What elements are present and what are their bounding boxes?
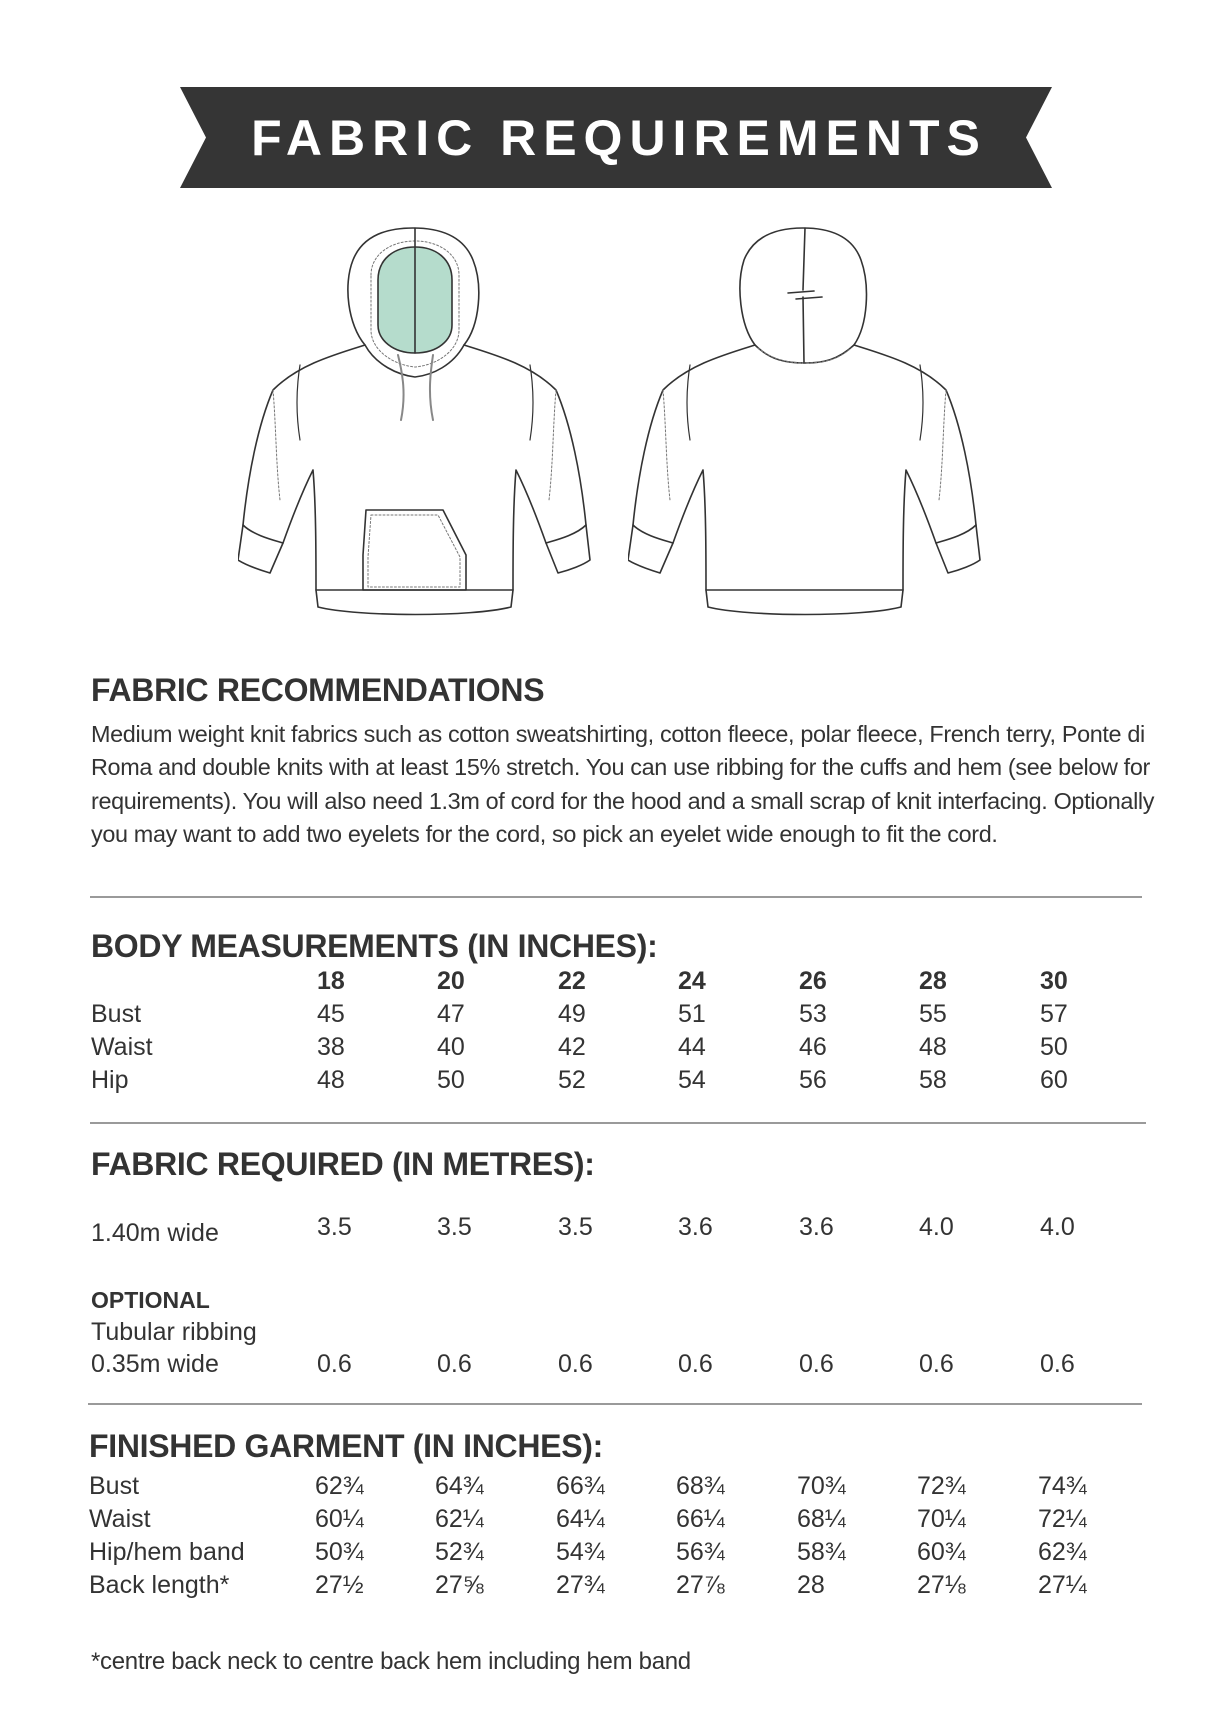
table-cell: 0.6: [799, 1350, 834, 1378]
row-label: Back length*: [89, 1571, 230, 1599]
table-cell: 27⅝: [435, 1571, 484, 1599]
finished-garment-heading: FINISHED GARMENT (IN INCHES):: [89, 1428, 603, 1464]
table-cell: 44: [678, 1033, 706, 1061]
table-cell: 60¾: [917, 1538, 966, 1566]
table-cell: 58¾: [797, 1538, 846, 1566]
table-cell: 46: [799, 1033, 827, 1061]
table-cell: 60¼: [315, 1505, 364, 1533]
table-cell: 56¾: [676, 1538, 725, 1566]
row-label: Hip/hem band: [89, 1538, 245, 1566]
table-cell: 70¾: [797, 1472, 846, 1500]
row-label: Waist: [89, 1505, 151, 1533]
table-cell: 56: [799, 1066, 827, 1094]
table-cell: 64¼: [556, 1505, 605, 1533]
page-title: FABRIC REQUIREMENTS: [251, 109, 987, 166]
table-cell: 52¾: [435, 1538, 484, 1566]
table-cell: 68¼: [797, 1505, 846, 1533]
table-cell: 0.6: [317, 1350, 352, 1378]
size-header: 26: [799, 967, 827, 995]
table-cell: 50: [1040, 1033, 1068, 1061]
section-divider: [90, 896, 1142, 898]
table-cell: 0.6: [1040, 1350, 1075, 1378]
table-cell: 28: [797, 1571, 825, 1599]
footnote: *centre back neck to centre back hem including hem band: [91, 1648, 691, 1675]
table-cell: 55: [919, 1000, 947, 1028]
table-cell: 4.0: [1040, 1213, 1075, 1241]
table-cell: 0.6: [558, 1350, 593, 1378]
table-cell: 27¾: [556, 1571, 605, 1599]
section-divider: [90, 1122, 1146, 1124]
table-cell: 62¾: [315, 1472, 364, 1500]
table-cell: 47: [437, 1000, 465, 1028]
table-cell: 50: [437, 1066, 465, 1094]
table-cell: 42: [558, 1033, 586, 1061]
row-label: Bust: [89, 1472, 140, 1500]
table-cell: 3.5: [317, 1213, 352, 1241]
table-cell: 38: [317, 1033, 345, 1061]
table-cell: 68¾: [676, 1472, 725, 1500]
optional-heading: OPTIONAL: [91, 1287, 210, 1313]
table-cell: 45: [317, 1000, 345, 1028]
row-label: Hip: [91, 1066, 129, 1094]
table-cell: 72¼: [1038, 1505, 1087, 1533]
size-header: 28: [919, 967, 947, 995]
size-header: 20: [437, 967, 465, 995]
table-cell: 3.5: [437, 1213, 472, 1241]
row-label: 0.35m wide: [91, 1350, 219, 1378]
fabric-recommendations-text: Medium weight knit fabrics such as cotton sweatshirting, cotton fleece, polar fleece, French terry, Ponte di Roma and double knits with at least 15% stretch. You can use ribbing for the cuffs and hem (see below for requirements). You will also need 1.3m of cord for the hood and a small scrap of knit interfacing. Optionally you may want to add two eyelets for the cord, so pick an eyelet wide enough to fit the cord.: [91, 721, 1155, 848]
table-cell: 66¼: [676, 1505, 725, 1533]
table-cell: 57: [1040, 1000, 1068, 1028]
table-cell: 53: [799, 1000, 827, 1028]
table-cell: 49: [558, 1000, 586, 1028]
size-header: 30: [1040, 967, 1068, 995]
size-header: 24: [678, 967, 706, 995]
table-cell: 3.6: [799, 1213, 834, 1241]
table-cell: 51: [678, 1000, 706, 1028]
table-cell: 58: [919, 1066, 947, 1094]
size-header: 22: [558, 967, 586, 995]
table-cell: 62¼: [435, 1505, 484, 1533]
table-cell: 3.5: [558, 1213, 593, 1241]
table-cell: 62¾: [1038, 1538, 1087, 1566]
table-cell: 40: [437, 1033, 465, 1061]
table-cell: 3.6: [678, 1213, 713, 1241]
table-cell: 60: [1040, 1066, 1068, 1094]
table-cell: 0.6: [437, 1350, 472, 1378]
table-cell: 27½: [315, 1571, 364, 1599]
section-divider: [88, 1403, 1142, 1405]
row-label: 1.40m wide: [91, 1219, 219, 1247]
table-cell: 0.6: [919, 1350, 954, 1378]
table-cell: 0.6: [678, 1350, 713, 1378]
table-cell: 70¼: [917, 1505, 966, 1533]
ribbing-label-line1: Tubular ribbing: [91, 1318, 257, 1346]
table-cell: 50¾: [315, 1538, 364, 1566]
fabric-recommendations-heading: FABRIC RECOMMENDATIONS: [91, 672, 545, 708]
row-label: Waist: [91, 1033, 153, 1061]
body-measurements-heading: BODY MEASUREMENTS (IN INCHES):: [91, 928, 658, 964]
table-cell: 52: [558, 1066, 586, 1094]
table-cell: 27⅛: [917, 1571, 966, 1599]
title-banner: [180, 87, 1052, 188]
table-cell: 72¾: [917, 1472, 966, 1500]
table-cell: 74¾: [1038, 1472, 1087, 1500]
table-cell: 48: [919, 1033, 947, 1061]
table-cell: 27¼: [1038, 1571, 1087, 1599]
table-cell: 4.0: [919, 1213, 954, 1241]
table-cell: 64¾: [435, 1472, 484, 1500]
fabric-required-heading: FABRIC REQUIRED (IN METRES):: [91, 1146, 595, 1182]
hoodie-back-illustration: [628, 225, 983, 630]
row-label: Bust: [91, 1000, 142, 1028]
table-cell: 66¾: [556, 1472, 605, 1500]
table-cell: 48: [317, 1066, 345, 1094]
size-header: 18: [317, 967, 345, 995]
table-cell: 54: [678, 1066, 706, 1094]
table-cell: 54¾: [556, 1538, 605, 1566]
hoodie-front-illustration: [238, 225, 593, 630]
table-cell: 27⅞: [676, 1571, 725, 1599]
